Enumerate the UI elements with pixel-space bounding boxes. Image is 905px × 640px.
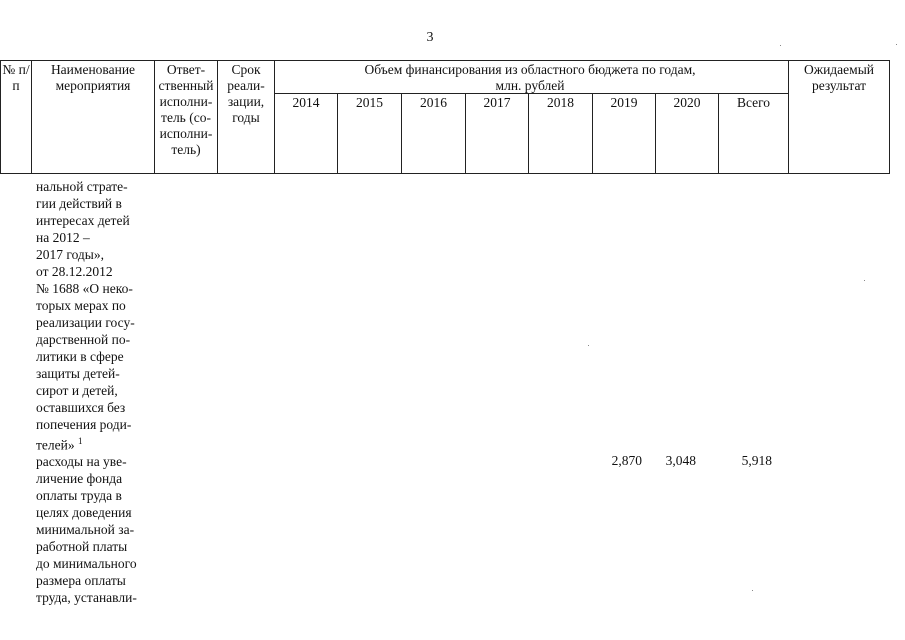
year-2014: 2014: [292, 95, 320, 110]
header-number: [2, 62, 30, 94]
scan-speck: [896, 44, 897, 45]
header-responsible-text: Ответ-ственный исполни-тель (со-исполни-тель): [158, 62, 214, 157]
header-responsible: [155, 62, 217, 158]
text-line: работной платы: [36, 539, 128, 554]
text-line: расходы на уве-: [36, 454, 127, 469]
text-line: интересах детей: [36, 213, 130, 228]
text-line: торых мерах по: [36, 298, 126, 313]
header-term-text: Срок реали-зации, годы: [227, 62, 265, 125]
year-2019: 2019: [610, 95, 638, 110]
text-line: на 2012 –: [36, 230, 90, 245]
value-total: 5,918: [741, 453, 772, 468]
value-2019: 2,870: [611, 453, 642, 468]
year-2020: 2020: [673, 95, 701, 110]
text-line-last: [36, 433, 135, 454]
text-line: попечения роди-: [36, 417, 132, 432]
header-funding-text: Объем финансирования из областного бюджета по годам, млн. рублей: [364, 62, 696, 93]
text-line: труда, устанавли-: [36, 590, 137, 605]
text-line: сирот и детей,: [36, 383, 118, 398]
text-line: нальной страте-: [36, 179, 128, 194]
text-line: размера оплаты: [36, 573, 126, 588]
text-line: оставшихся без: [36, 400, 126, 415]
measure-expenses-text: [36, 453, 137, 606]
value-2020: 3,048: [665, 453, 696, 468]
header-funding: [350, 62, 710, 94]
measure-text-continued: [36, 178, 135, 454]
year-2015: 2015: [356, 95, 383, 110]
year-total: Всего: [736, 95, 771, 110]
text-line: 2017 годы»,: [36, 247, 105, 262]
scan-speck: [752, 590, 753, 591]
scan-speck: [864, 280, 865, 281]
text-line: оплаты труда в: [36, 488, 122, 503]
text-line: телей»: [36, 437, 75, 453]
header-name-text: Наименование мероприятия: [50, 62, 136, 93]
year-2018: 2018: [547, 95, 574, 110]
scan-speck: [588, 345, 589, 346]
text-line: минимальной за-: [36, 522, 135, 537]
header-number-text: № п/п: [2, 62, 30, 93]
text-line: № 1688 «О неко-: [36, 281, 133, 296]
text-line: реализации госу-: [36, 315, 135, 330]
year-2017: 2017: [483, 95, 511, 110]
header-result: [789, 62, 889, 94]
text-line: целях доведения: [36, 505, 132, 520]
header-name: [36, 62, 150, 94]
page-number: 3: [426, 30, 434, 45]
header-result-text: Ожидаемый результат: [804, 62, 874, 93]
text-line: защиты детей-: [36, 366, 120, 381]
text-line: литики в сфере: [36, 349, 124, 364]
scan-speck: [780, 45, 781, 46]
text-line: дарственной по-: [36, 332, 131, 347]
header-term: [218, 62, 274, 126]
text-line: от 28.12.2012: [36, 264, 113, 279]
year-2016: 2016: [420, 95, 447, 110]
footnote-marker: 1: [77, 436, 83, 446]
text-line: до минимального: [36, 556, 137, 571]
text-line: гии действий в: [36, 196, 122, 211]
text-line: личение фонда: [36, 471, 123, 486]
